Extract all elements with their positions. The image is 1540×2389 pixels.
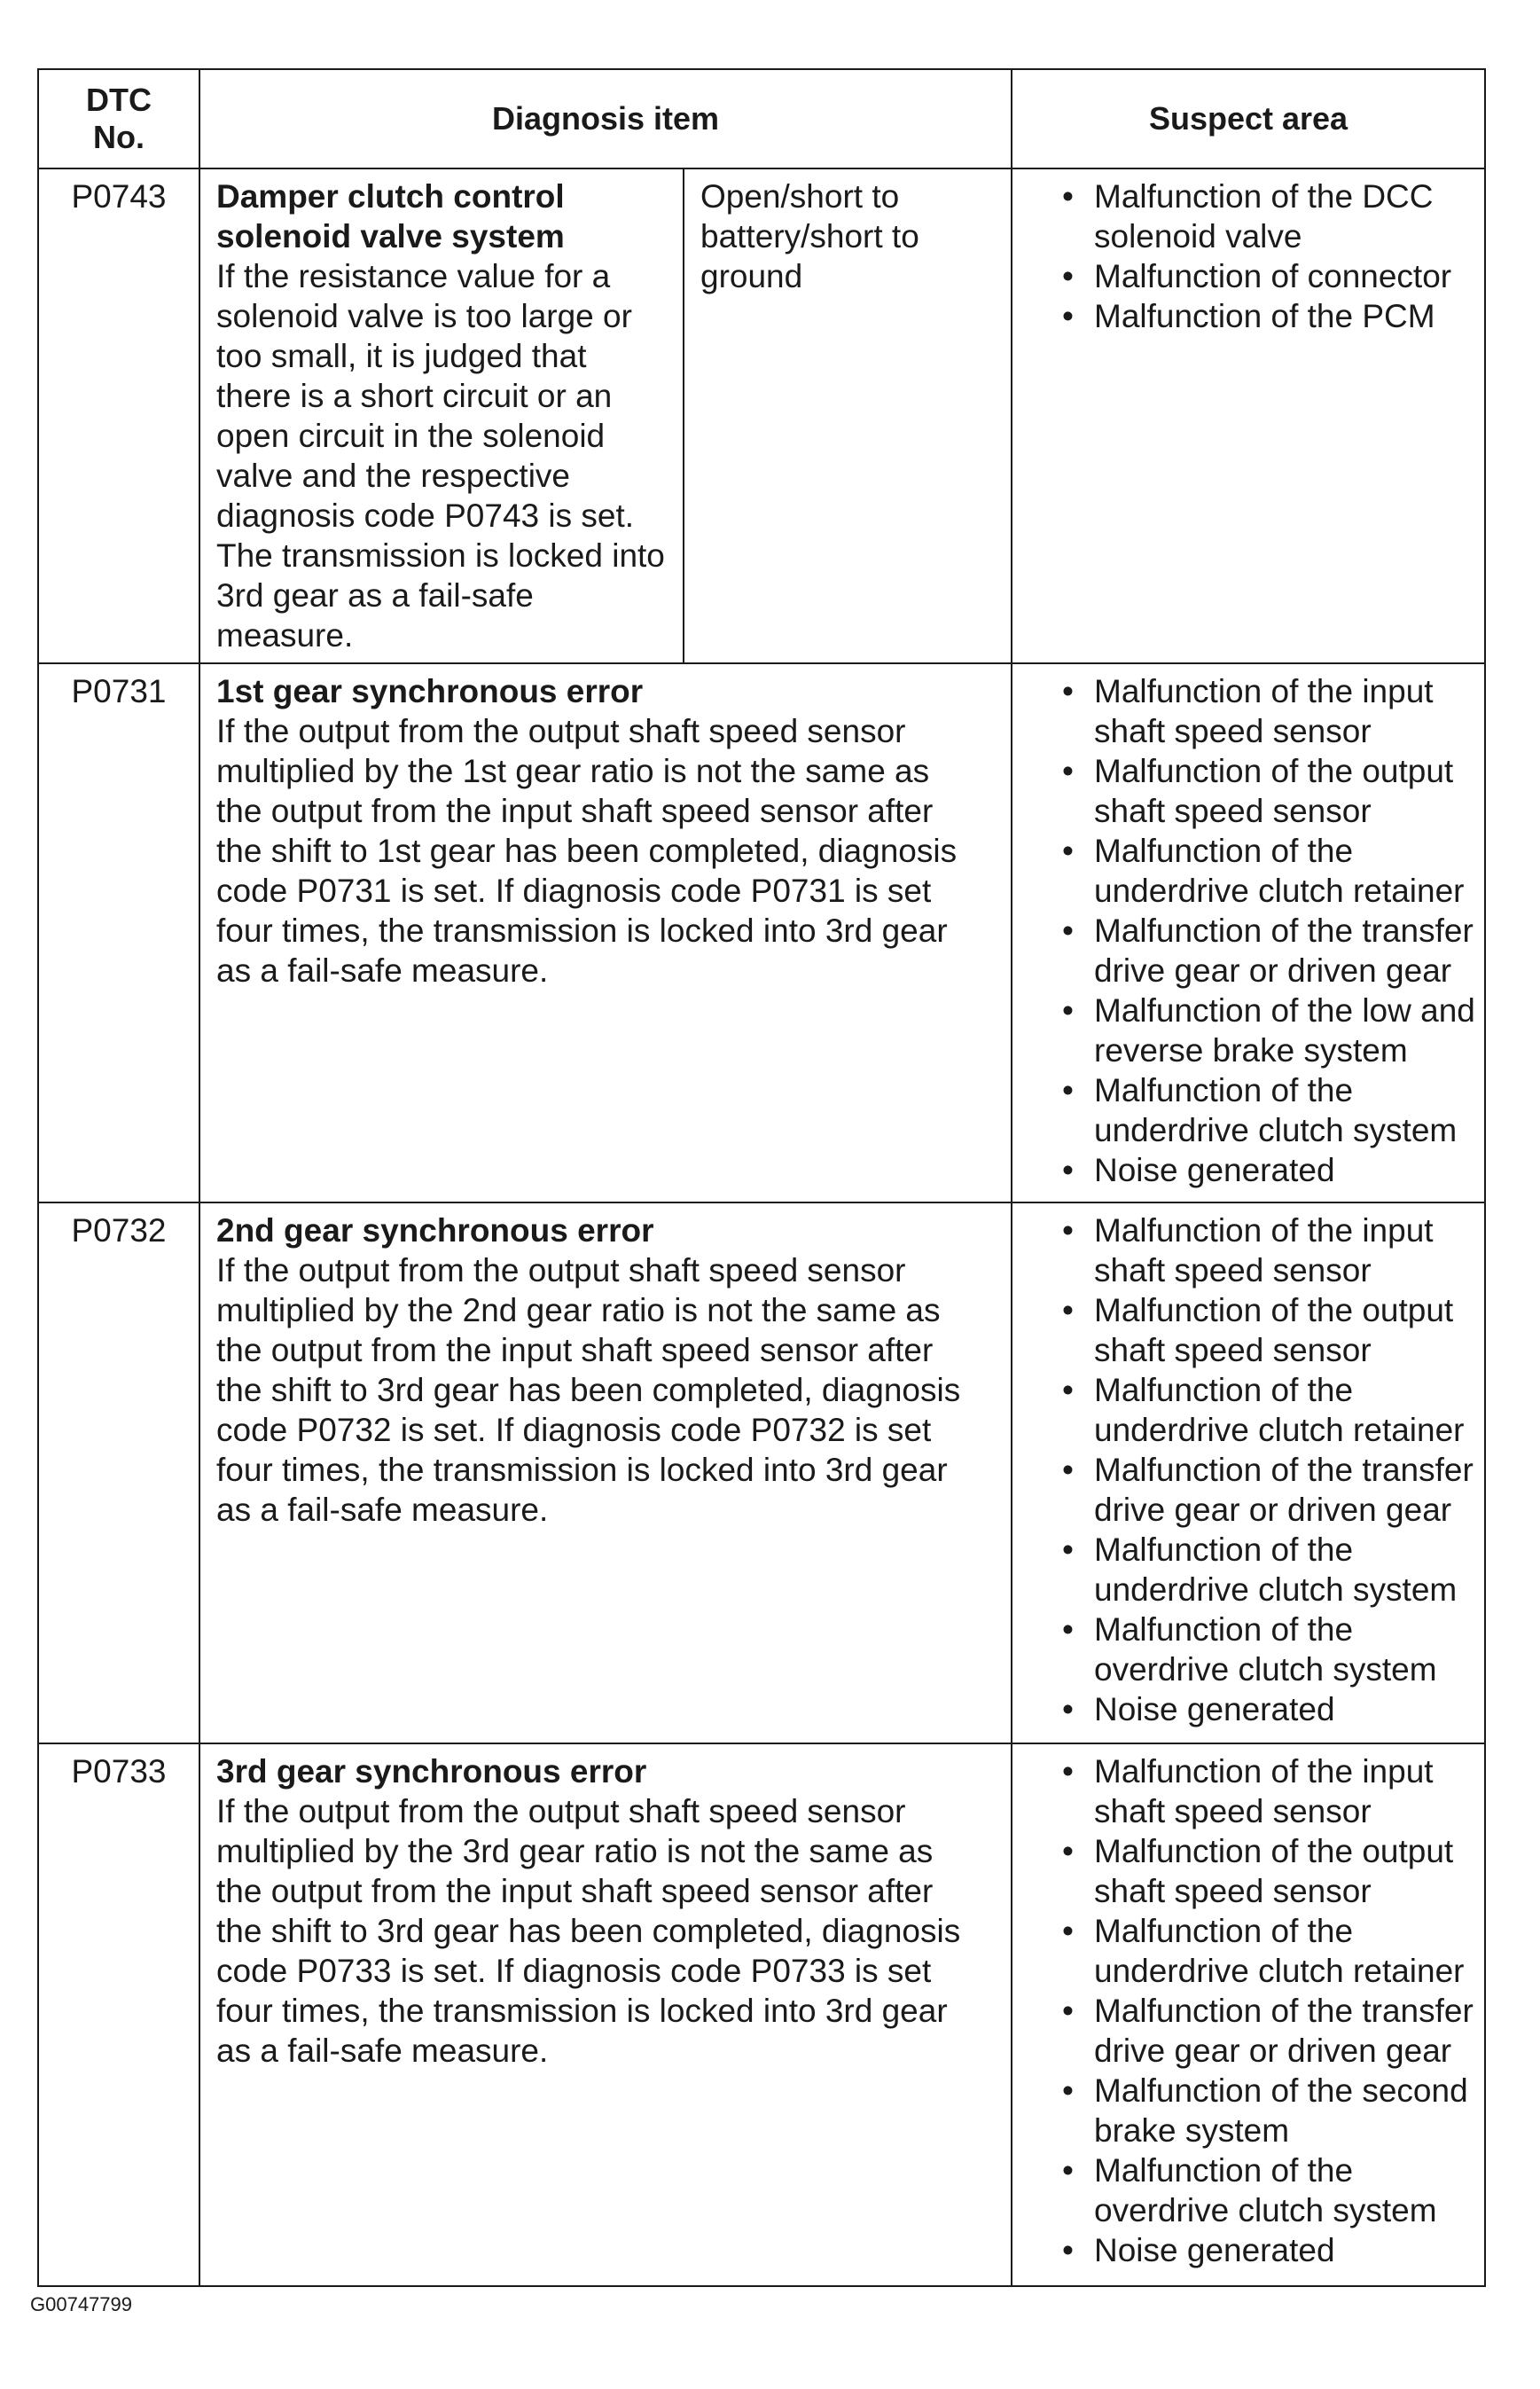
diagnosis-condition: Open/short to battery/short to ground [684, 168, 1012, 663]
suspect-item: • Malfunction of the transfer drive gear or driven gear [1059, 1450, 1475, 1530]
diagnosis-description: If the output from the output shaft speed sensor multiplied by the 1st gear ratio is not the same as the output from the input shaft speed sensor after the shift to 1st gear has been completed, diagnosis code P0731 is set. If diagnosis code P0731 is set four times, the transmission is locked into 3rd gear as a fail-safe measure. [216, 713, 958, 989]
suspect-area [1012, 663, 1485, 1202]
suspect-list [1059, 176, 1475, 336]
suspect-list [1059, 671, 1475, 1190]
header-suspect-area: Suspect area [1012, 69, 1485, 168]
table-row [38, 168, 1485, 663]
suspect-list [1059, 1751, 1475, 2270]
suspect-item: • Malfunction of the output shaft speed sensor [1059, 1290, 1475, 1370]
suspect-item: • Malfunction of the overdrive clutch system [1059, 1610, 1475, 1689]
suspect-area [1012, 1743, 1485, 2286]
diagnosis-title: 2nd gear synchronous error [216, 1212, 654, 1249]
dtc-code: P0733 [38, 1743, 199, 2286]
suspect-item: • Malfunction of the underdrive clutch retainer [1059, 831, 1475, 911]
suspect-item: • Malfunction of connector [1059, 256, 1475, 296]
dtc-table [37, 68, 1486, 2287]
suspect-item: • Malfunction of the underdrive clutch system [1059, 1530, 1475, 1610]
suspect-item: • Malfunction of the overdrive clutch system [1059, 2150, 1475, 2230]
suspect-item: • Malfunction of the underdrive clutch retainer [1059, 1370, 1475, 1450]
dtc-code: P0732 [38, 1202, 199, 1743]
suspect-item: • Malfunction of the second brake system [1059, 2071, 1475, 2150]
diagnosis-item [199, 663, 1012, 1202]
suspect-item: • Malfunction of the output shaft speed sensor [1059, 1831, 1475, 1911]
dtc-code: P0743 [38, 168, 199, 663]
header-dtc-no: DTC No. [38, 69, 199, 168]
diagnosis-description: If the resistance value for a solenoid valve is too large or too small, it is judged that there is a short circuit or an open circuit in the solenoid valve and the respective diagnosis code P0743 is set. The transmission is locked into 3rd gear as a fail-safe measure. [216, 258, 665, 654]
diagnosis-description: If the output from the output shaft speed sensor multiplied by the 2nd gear ratio is not the same as the output from the input shaft speed sensor after the shift to 3rd gear has been completed, diagnosis code P0732 is set. If diagnosis code P0732 is set four times, the transmission is locked into 3rd gear as a fail-safe measure. [216, 1252, 961, 1528]
dtc-code: P0731 [38, 663, 199, 1202]
table-row [38, 1202, 1485, 1743]
table-row [38, 663, 1485, 1202]
diagnosis-description: If the output from the output shaft speed sensor multiplied by the 3rd gear ratio is not the same as the output from the input shaft speed sensor after the shift to 3rd gear has been completed, diagnosis code P0733 is set. If diagnosis code P0733 is set four times, the transmission is locked into 3rd gear as a fail-safe measure. [216, 1793, 961, 2069]
header-diagnosis-item: Diagnosis item [199, 69, 1012, 168]
diagnosis-item [199, 168, 684, 663]
suspect-item: • Malfunction of the DCC solenoid valve [1059, 176, 1475, 256]
suspect-item: • Malfunction of the input shaft speed sensor [1059, 1751, 1475, 1831]
suspect-item: • Noise generated [1059, 2230, 1475, 2270]
suspect-item: • Malfunction of the transfer drive gear or driven gear [1059, 1991, 1475, 2071]
suspect-item: • Malfunction of the transfer drive gear or driven gear [1059, 911, 1475, 991]
suspect-area [1012, 1202, 1485, 1743]
table-row [38, 1743, 1485, 2286]
suspect-item: • Noise generated [1059, 1689, 1475, 1729]
suspect-area [1012, 168, 1485, 663]
diagnosis-title: 1st gear synchronous error [216, 673, 644, 709]
figure-id: G00747799 [30, 2293, 132, 2315]
suspect-item: • Noise generated [1059, 1150, 1475, 1190]
suspect-item: • Malfunction of the output shaft speed sensor [1059, 751, 1475, 831]
diagnosis-title: Damper clutch control solenoid valve system [216, 178, 565, 255]
suspect-item: • Malfunction of the underdrive clutch system [1059, 1070, 1475, 1150]
suspect-item: • Malfunction of the input shaft speed sensor [1059, 1210, 1475, 1290]
diagnosis-item [199, 1202, 1012, 1743]
suspect-list [1059, 1210, 1475, 1729]
suspect-item: • Malfunction of the low and reverse brake system [1059, 991, 1475, 1070]
diagnosis-item [199, 1743, 1012, 2286]
suspect-item: • Malfunction of the input shaft speed sensor [1059, 671, 1475, 751]
diagnosis-title: 3rd gear synchronous error [216, 1753, 647, 1790]
table-header-row [38, 69, 1485, 168]
suspect-item: • Malfunction of the underdrive clutch retainer [1059, 1911, 1475, 1991]
suspect-item: • Malfunction of the PCM [1059, 296, 1475, 336]
